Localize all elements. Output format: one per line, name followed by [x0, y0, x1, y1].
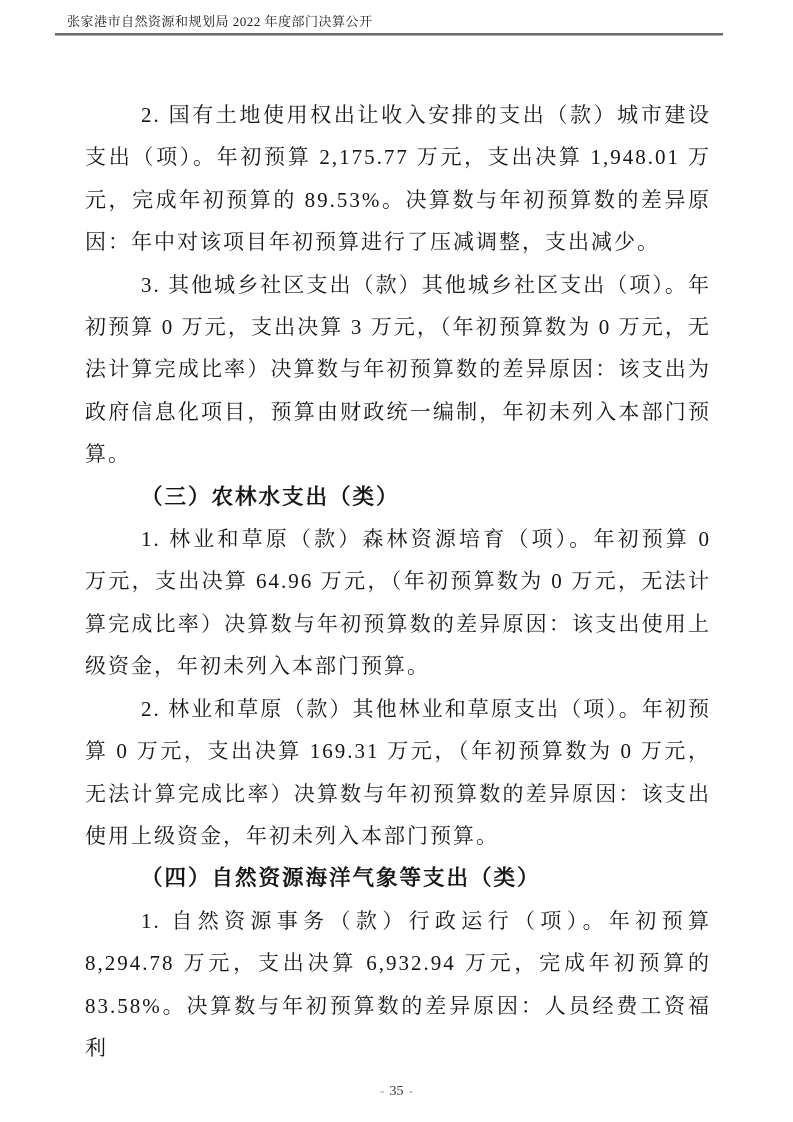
- page-header: [0, 0, 793, 36]
- page-number: 35: [389, 1084, 404, 1099]
- header-rule: [55, 33, 723, 36]
- section-heading-agriculture-forestry-water: （三）农林水支出（类）: [141, 484, 400, 509]
- page-number-left-dash: -: [379, 1084, 385, 1099]
- running-header-title: 张家港市自然资源和规划局 2022 年度部门决算公开: [67, 14, 373, 29]
- paragraph-other-forestry-grassland: 2. 林业和草原（款）其他林业和草原支出（项）。年初预算 0 万元，支出决算 169.31 万元，（年初预算数为 0 万元，无法计算完成比率）决算数与年初预算数的差异原因：该支出使用上级资金，年初未列入本部门预算。: [85, 696, 711, 848]
- paragraph-other-urban-rural-community: 3. 其他城乡社区支出（款）其他城乡社区支出（项）。年初预算 0 万元，支出决算 3 万元，（年初预算数为 0 万元，无法计算完成比率）决算数与年初预算数的差异原因：该支出为政府信息化项目，预算由财政统一编制，年初未列入本部门预算。: [85, 272, 711, 467]
- paragraph-land-transfer-expenditure: 2. 国有土地使用权出让收入安排的支出（款）城市建设支出（项）。年初预算 2,175.77 万元，支出决算 1,948.01 万元，完成年初预算的 89.53%。决算数与年初预算数的差异原因：年中对该项目年初预算进行了压减调整，支出减少。: [85, 103, 711, 255]
- paragraph-natural-resources-admin-operation: 1. 自然资源事务（款）行政运行（项）。年初预算 8,294.78 万元，支出决算 6,932.94 万元，完成年初预算的 83.58%。决算数与年初预算数的差异原因：人员经费工资福利: [85, 908, 711, 1060]
- document-body: [85, 94, 711, 1069]
- page-footer: [0, 1084, 793, 1100]
- page-number-right-dash: -: [408, 1084, 414, 1099]
- paragraph-forest-resource-cultivation: 1. 林业和草原（款）森林资源培育（项）。年初预算 0 万元，支出决算 64.96 万元，（年初预算数为 0 万元，无法计算完成比率）决算数与年初预算数的差异原因：该支出使用上级资金，年初未列入本部门预算。: [85, 527, 711, 679]
- section-heading-natural-resources-ocean-meteorology: （四）自然资源海洋气象等支出（类）: [141, 866, 541, 891]
